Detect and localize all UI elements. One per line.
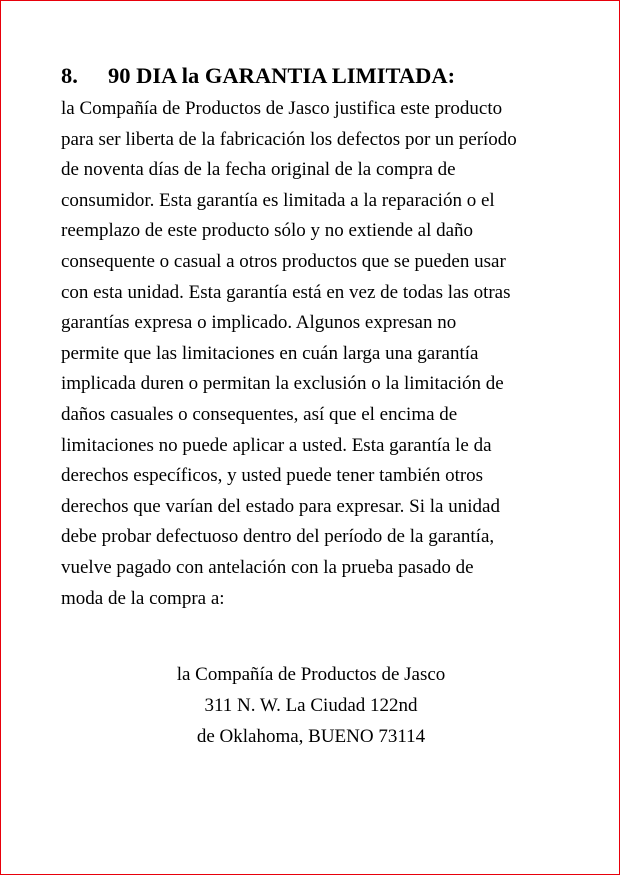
paragraph-line: para ser liberta de la fabricación los defectos por un período xyxy=(61,128,517,150)
paragraph-line: con esta unidad. Esta garantía está en vez de todas las otras xyxy=(61,281,511,303)
address-street: 311 N. W. La Ciudad 122nd xyxy=(204,695,418,716)
paragraph-line: derechos específicos, y usted puede tener también otros xyxy=(61,465,484,487)
paragraph-line: implicada duren o permitan la exclusión o la limitación de xyxy=(61,373,504,395)
paragraph-line: debe probar defectuoso dentro del período de la garantía, xyxy=(61,526,495,548)
warranty-paragraph xyxy=(61,94,571,614)
paragraph-line: reemplazo de este producto sólo y no extiende al daño xyxy=(61,220,474,242)
paragraph-line: consumidor. Esta garantía es limitada a la reparación o el xyxy=(61,189,495,211)
paragraph-line: la Compañía de Productos de Jasco justifica este producto xyxy=(61,98,503,119)
paragraph-line: derechos que varían del estado para expresar. Si la unidad xyxy=(61,495,500,517)
address-city-state-zip: de Oklahoma, BUENO 73114 xyxy=(196,726,426,747)
section-number: 8. xyxy=(61,63,78,88)
section-title: 90 DIA la GARANTIA LIMITADA: xyxy=(108,63,456,88)
paragraph-line: garantías expresa o implicado. Algunos expresan no xyxy=(61,312,457,334)
paragraph-line: vuelve pagado con antelación con la prueba pasado de xyxy=(61,556,474,578)
paragraph-line: limitaciones no puede aplicar a usted. Esta garantía le da xyxy=(61,434,492,456)
paragraph-line: daños casuales o consequentes, así que el encima de xyxy=(61,403,458,425)
mailing-address xyxy=(1,659,620,752)
paragraph-line: consequente o casual a otros productos que se pueden usar xyxy=(61,250,506,272)
paragraph-line: moda de la compra a: xyxy=(61,587,225,609)
section-heading xyxy=(61,59,455,93)
paragraph-line: de noventa días de la fecha original de la compra de xyxy=(61,159,456,181)
paragraph-line: permite que las limitaciones en cuán larga una garantía xyxy=(61,342,479,364)
address-company: la Compañía de Productos de Jasco xyxy=(176,664,446,685)
